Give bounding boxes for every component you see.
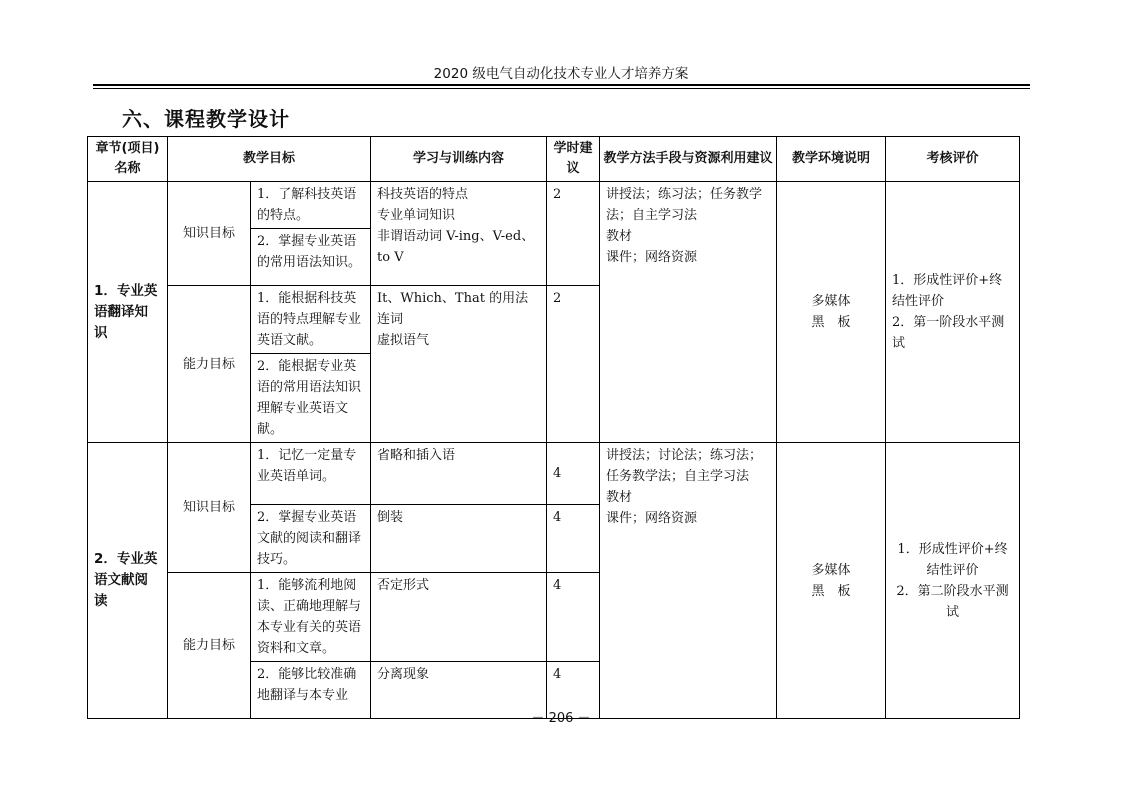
content-cell: 分离现象 [371, 662, 547, 719]
header-rule-thick [93, 84, 1030, 86]
course-design-table [87, 136, 1020, 719]
objective-cell: 1．了解科技英语的特点。 [251, 182, 371, 229]
page-number: － 206 － [531, 711, 591, 726]
objective-cell: 2．掌握专业英语文献的阅读和翻译技巧。 [251, 505, 371, 573]
table-row [88, 443, 1020, 505]
content-cell: 省略和插入语 [371, 443, 547, 505]
hours-cell: 2 [547, 286, 600, 443]
knowledge-objective-label: 知识目标 [168, 443, 251, 573]
table-row [88, 182, 1020, 229]
objective-cell: 2．能根据专业英语的常用语法知识理解专业英语文献。 [251, 354, 371, 443]
objective-cell: 1．记忆一定量专业英语单词。 [251, 443, 371, 505]
content-cell: 科技英语的特点 专业单词知识 非谓语动词 V-ing、V-ed、to V [371, 182, 547, 286]
header-method: 教学方法手段与资源利用建议 [600, 137, 777, 182]
header-rule-thin [93, 88, 1030, 89]
content-cell: 倒装 [371, 505, 547, 573]
chapter-name: 1．专业英语翻译知识 [88, 182, 168, 443]
document-header-title: 2020 级电气自动化技术专业人才培养方案 [433, 66, 689, 82]
header-environment: 教学环境说明 [777, 137, 886, 182]
environment-cell: 多媒体 黑 板 [777, 443, 886, 719]
chapter-name: 2．专业英语文献阅读 [88, 443, 168, 719]
header-hours: 学时建议 [547, 137, 600, 182]
header-content: 学习与训练内容 [371, 137, 547, 182]
hours-cell: 4 [547, 573, 600, 662]
assessment-cell: 1．形成性评价+终结性评价 2．第一阶段水平测试 [886, 182, 1020, 443]
objective-cell: 2．掌握专业英语的常用语法知识。 [251, 229, 371, 286]
content-cell: It、Which、That 的用法 连词 虚拟语气 [371, 286, 547, 443]
knowledge-objective-label: 知识目标 [168, 182, 251, 286]
environment-cell: 多媒体 黑 板 [777, 182, 886, 443]
header-chapter: 章节(项目)名称 [88, 137, 168, 182]
hours-cell: 2 [547, 182, 600, 286]
hours-cell: 4 [547, 662, 600, 719]
objective-cell: 1．能根据科技英语的特点理解专业英语文献。 [251, 286, 371, 354]
assessment-cell: 1．形成性评价+终结性评价 2．第二阶段水平测试 [886, 443, 1020, 719]
method-cell: 讲授法；练习法；任务教学法；自主学习法 教材 课件；网络资源 [600, 182, 777, 286]
hours-cell: 4 [547, 505, 600, 573]
section-title: 六、课程教学设计 [122, 107, 290, 131]
table-header-row [88, 137, 1020, 182]
objective-cell: 2．能够比较准确地翻译与本专业 [251, 662, 371, 719]
hours-cell: 4 [547, 443, 600, 505]
ability-objective-label: 能力目标 [168, 286, 251, 443]
content-cell: 否定形式 [371, 573, 547, 662]
objective-cell: 1．能够流利地阅读、正确地理解与本专业有关的英语资料和文章。 [251, 573, 371, 662]
header-objective: 教学目标 [168, 137, 371, 182]
method-cell: 讲授法；讨论法；练习法；任务教学法；自主学习法 教材 课件；网络资源 [600, 443, 777, 719]
method-cell-continued [600, 286, 777, 443]
header-assessment: 考核评价 [886, 137, 1020, 182]
ability-objective-label: 能力目标 [168, 573, 251, 719]
